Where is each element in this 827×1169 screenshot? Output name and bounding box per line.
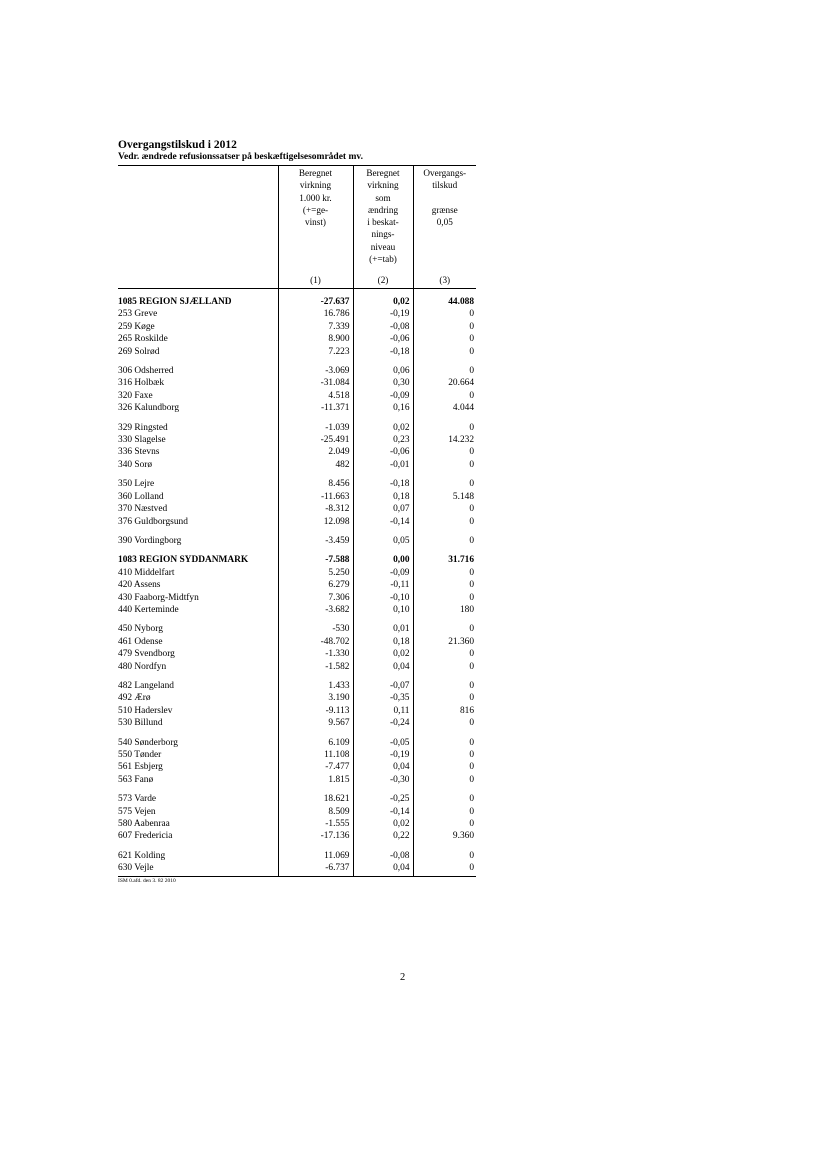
header-row bbox=[118, 166, 476, 270]
tax-change-cell: 0,18 bbox=[353, 636, 413, 648]
table-row bbox=[118, 705, 476, 717]
region-row bbox=[118, 547, 476, 566]
effect-cell: 16.786 bbox=[278, 308, 353, 320]
header-line: vinst) bbox=[305, 217, 326, 228]
tax-change-cell: -0,30 bbox=[353, 774, 413, 786]
tax-change-cell: 0,16 bbox=[353, 402, 413, 414]
municipality-cell: 316 Holbæk bbox=[118, 378, 165, 389]
subsidy-cell: 0 bbox=[413, 333, 476, 345]
municipality-cell: 329 Ringsted bbox=[118, 422, 168, 433]
tax-change-cell: -0,09 bbox=[353, 390, 413, 402]
municipality-cell: 440 Kerteminde bbox=[118, 604, 179, 615]
municipality-cell: 320 Faxe bbox=[118, 390, 153, 401]
subsidy-cell: 0 bbox=[413, 579, 476, 591]
subsidy-cell: 0 bbox=[413, 786, 476, 805]
subsidy-cell: 0 bbox=[413, 346, 476, 358]
subsidy-cell: 0 bbox=[413, 415, 476, 434]
header-line: virkning bbox=[299, 180, 332, 191]
tax-change-cell: 0,00 bbox=[353, 547, 413, 566]
municipality-cell: 461 Odense bbox=[118, 636, 163, 647]
effect-cell: -17.136 bbox=[278, 830, 353, 842]
effect-cell: -11.371 bbox=[278, 402, 353, 414]
table-row bbox=[118, 528, 476, 547]
table-row bbox=[118, 333, 476, 345]
tax-change-cell: 0,04 bbox=[353, 862, 413, 876]
municipality-cell: 340 Sorø bbox=[118, 459, 153, 470]
subsidy-cell: 0 bbox=[413, 862, 476, 876]
subsidy-cell: 0 bbox=[413, 673, 476, 692]
table-row bbox=[118, 358, 476, 377]
tax-change-cell: -0,14 bbox=[353, 806, 413, 818]
header-line: Beregnet bbox=[298, 168, 333, 178]
table-row bbox=[118, 806, 476, 818]
table-row bbox=[118, 818, 476, 830]
tax-change-cell: 0,04 bbox=[353, 761, 413, 773]
subsidy-cell: 0 bbox=[413, 774, 476, 786]
municipality-cell: 306 Odsherred bbox=[118, 366, 174, 377]
header-num-1: (1) bbox=[278, 269, 353, 289]
subsidy-cell: 0 bbox=[413, 661, 476, 673]
municipality-cell: 550 Tønder bbox=[118, 750, 162, 760]
effect-cell: -6.737 bbox=[278, 862, 353, 876]
subsidy-cell: 20.664 bbox=[413, 377, 476, 389]
subsidy-cell: 0 bbox=[413, 648, 476, 660]
header-line: tilskud bbox=[432, 180, 458, 191]
effect-cell: 9.567 bbox=[278, 717, 353, 729]
header-line: virkning bbox=[367, 180, 399, 191]
effect-cell: 8.509 bbox=[278, 806, 353, 818]
table-row bbox=[118, 579, 476, 591]
table-row bbox=[118, 616, 476, 635]
table-row bbox=[118, 830, 476, 842]
tax-change-cell: -0,10 bbox=[353, 592, 413, 604]
municipality-cell: 253 Greve bbox=[118, 309, 158, 320]
header-num-3: (3) bbox=[413, 269, 476, 289]
table-row bbox=[118, 377, 476, 389]
effect-cell: 6.279 bbox=[278, 579, 353, 591]
subsidy-table bbox=[118, 165, 476, 877]
subsidy-cell: 0 bbox=[413, 692, 476, 704]
effect-cell: 7.223 bbox=[278, 346, 353, 358]
tax-change-cell: -0,08 bbox=[353, 321, 413, 333]
municipality-cell: 269 Solrød bbox=[118, 346, 160, 357]
subsidy-cell: 0 bbox=[413, 616, 476, 635]
effect-cell: 1.433 bbox=[278, 673, 353, 692]
header-col-2 bbox=[353, 166, 413, 270]
municipality-cell: 376 Guldborgsund bbox=[118, 516, 188, 527]
tax-change-cell: -0,08 bbox=[353, 843, 413, 862]
effect-cell: 1.815 bbox=[278, 774, 353, 786]
table-row bbox=[118, 730, 476, 749]
subsidy-cell: 0 bbox=[413, 843, 476, 862]
table-row bbox=[118, 592, 476, 604]
effect-cell: -7.477 bbox=[278, 761, 353, 773]
table-row bbox=[118, 446, 476, 458]
tax-change-cell: 0,22 bbox=[353, 830, 413, 842]
subsidy-cell: 0 bbox=[413, 390, 476, 402]
region-row bbox=[118, 289, 476, 309]
municipality-cell: 492 Ærø bbox=[118, 693, 151, 704]
effect-cell: -1.555 bbox=[278, 818, 353, 830]
subsidy-cell: 0 bbox=[413, 717, 476, 729]
table-row bbox=[118, 567, 476, 579]
table-row bbox=[118, 434, 476, 446]
municipality-cell: 510 Haderslev bbox=[118, 705, 173, 716]
header-number-row bbox=[118, 269, 476, 289]
effect-cell: 5.250 bbox=[278, 567, 353, 579]
effect-cell: 11.108 bbox=[278, 749, 353, 761]
municipality-cell: 265 Roskilde bbox=[118, 334, 168, 345]
municipality-cell: 336 Stevns bbox=[118, 447, 160, 458]
tax-change-cell: -0,18 bbox=[353, 346, 413, 358]
table-row bbox=[118, 692, 476, 704]
table-row bbox=[118, 308, 476, 320]
municipality-cell: 450 Nyborg bbox=[118, 624, 163, 635]
table-row bbox=[118, 862, 476, 876]
effect-cell: -9.113 bbox=[278, 705, 353, 717]
tax-change-cell: -0,25 bbox=[353, 786, 413, 805]
tax-change-cell: 0,06 bbox=[353, 358, 413, 377]
tax-change-cell: -0,01 bbox=[353, 459, 413, 471]
page-number: 2 bbox=[400, 972, 406, 983]
subsidy-cell: 14.232 bbox=[413, 434, 476, 446]
effect-cell: 6.109 bbox=[278, 730, 353, 749]
effect-cell: 482 bbox=[278, 459, 353, 471]
subsidy-cell: 0 bbox=[413, 503, 476, 515]
effect-cell: 8.900 bbox=[278, 333, 353, 345]
header-col-1 bbox=[278, 166, 353, 270]
effect-cell: 7.306 bbox=[278, 592, 353, 604]
effect-cell: 4.518 bbox=[278, 390, 353, 402]
table-subtitle: Vedr. ændrede refusionssatser på beskæftigelsesområdet mv. bbox=[118, 152, 363, 162]
table-row bbox=[118, 749, 476, 761]
effect-cell: -3.459 bbox=[278, 528, 353, 547]
table-row bbox=[118, 604, 476, 616]
effect-cell: -1.582 bbox=[278, 661, 353, 673]
header-line: (+=ge- bbox=[302, 204, 329, 215]
subsidy-cell: 816 bbox=[413, 705, 476, 717]
document bbox=[118, 139, 476, 885]
tax-change-cell: 0,02 bbox=[353, 818, 413, 830]
effect-cell: 11.069 bbox=[278, 843, 353, 862]
subsidy-cell: 0 bbox=[413, 321, 476, 333]
tax-change-cell: 0,23 bbox=[353, 434, 413, 446]
effect-cell: -1.330 bbox=[278, 648, 353, 660]
subsidy-cell: 0 bbox=[413, 358, 476, 377]
municipality-cell: 326 Kalundborg bbox=[118, 403, 180, 414]
subsidy-cell: 0 bbox=[413, 446, 476, 458]
municipality-cell: 530 Billund bbox=[118, 718, 163, 729]
table-title: Overgangstilskud i 2012 bbox=[118, 139, 237, 151]
tax-change-cell: 0,01 bbox=[353, 616, 413, 635]
effect-cell: -3.682 bbox=[278, 604, 353, 616]
table-row bbox=[118, 471, 476, 490]
subsidy-cell: 0 bbox=[413, 567, 476, 579]
municipality-cell: 573 Varde bbox=[118, 794, 157, 805]
tax-change-cell: 0,02 bbox=[353, 415, 413, 434]
tax-change-cell: -0,19 bbox=[353, 749, 413, 761]
tax-change-cell: -0,14 bbox=[353, 516, 413, 528]
effect-cell: -25.491 bbox=[278, 434, 353, 446]
effect-cell: 3.190 bbox=[278, 692, 353, 704]
municipality-cell: 563 Fanø bbox=[118, 774, 154, 785]
tax-change-cell: 0,05 bbox=[353, 528, 413, 547]
header-line: 0,05 bbox=[436, 217, 453, 228]
tax-change-cell: -0,07 bbox=[353, 673, 413, 692]
tax-change-cell: 0,10 bbox=[353, 604, 413, 616]
municipality-cell: 630 Vejle bbox=[118, 863, 154, 874]
municipality-cell: 350 Lejre bbox=[118, 479, 155, 490]
effect-cell: 8.456 bbox=[278, 471, 353, 490]
municipality-cell: 1085 REGION SJÆLLAND bbox=[118, 297, 232, 307]
tax-change-cell: -0,06 bbox=[353, 446, 413, 458]
municipality-cell: 479 Svendborg bbox=[118, 649, 175, 660]
table-row bbox=[118, 516, 476, 528]
subsidy-cell: 0 bbox=[413, 528, 476, 547]
municipality-cell: 410 Middelfart bbox=[118, 567, 175, 578]
municipality-cell: 580 Aabenraa bbox=[118, 819, 170, 830]
tax-change-cell: -0,09 bbox=[353, 567, 413, 579]
header-empty bbox=[118, 166, 278, 270]
tax-change-cell: -0,35 bbox=[353, 692, 413, 704]
effect-cell: 2.049 bbox=[278, 446, 353, 458]
subsidy-cell: 0 bbox=[413, 749, 476, 761]
municipality-cell: 430 Faaborg-Midtfyn bbox=[118, 592, 199, 603]
table-row bbox=[118, 346, 476, 358]
header-line: Overgangs- bbox=[423, 168, 467, 178]
municipality-cell: 607 Fredericia bbox=[118, 831, 173, 842]
municipality-cell: 330 Slagelse bbox=[118, 435, 166, 446]
subsidy-cell: 0 bbox=[413, 308, 476, 320]
table-row bbox=[118, 661, 476, 673]
header-num-2: (2) bbox=[353, 269, 413, 289]
tax-change-cell: -0,24 bbox=[353, 717, 413, 729]
subsidy-cell: 0 bbox=[413, 806, 476, 818]
effect-cell: -1.039 bbox=[278, 415, 353, 434]
table-row bbox=[118, 636, 476, 648]
municipality-cell: 420 Assens bbox=[118, 580, 161, 591]
municipality-cell: 540 Sønderborg bbox=[118, 737, 178, 748]
tax-change-cell: 0,04 bbox=[353, 661, 413, 673]
tax-change-cell: 0,02 bbox=[353, 289, 413, 309]
table-row bbox=[118, 402, 476, 414]
header-line: Beregnet bbox=[366, 168, 400, 178]
table-row bbox=[118, 786, 476, 805]
table-row bbox=[118, 648, 476, 660]
table-row bbox=[118, 491, 476, 503]
effect-cell: 7.339 bbox=[278, 321, 353, 333]
municipality-cell: 1083 REGION SYDDANMARK bbox=[118, 555, 249, 566]
table-row bbox=[118, 503, 476, 515]
subsidy-cell: 31.716 bbox=[413, 547, 476, 566]
subsidy-cell: 180 bbox=[413, 604, 476, 616]
municipality-cell: 480 Nordfyn bbox=[118, 661, 167, 672]
effect-cell: -11.663 bbox=[278, 491, 353, 503]
municipality-cell: 561 Esbjerg bbox=[118, 762, 163, 773]
header-line bbox=[414, 192, 477, 204]
header-line: ændring bbox=[367, 204, 399, 215]
subsidy-cell: 0 bbox=[413, 471, 476, 490]
subsidy-cell: 4.044 bbox=[413, 402, 476, 414]
table-row bbox=[118, 761, 476, 773]
tax-change-cell: -0,05 bbox=[353, 730, 413, 749]
table-row bbox=[118, 390, 476, 402]
table-row bbox=[118, 321, 476, 333]
table-row bbox=[118, 717, 476, 729]
municipality-cell: 259 Køge bbox=[118, 321, 155, 332]
subsidy-cell: 0 bbox=[413, 459, 476, 471]
effect-cell: -8.312 bbox=[278, 503, 353, 515]
effect-cell: 12.098 bbox=[278, 516, 353, 528]
effect-cell: 18.621 bbox=[278, 786, 353, 805]
subsidy-cell: 44.088 bbox=[413, 289, 476, 309]
municipality-cell: 621 Kolding bbox=[118, 850, 166, 861]
subsidy-cell: 0 bbox=[413, 592, 476, 604]
header-col-3 bbox=[413, 166, 476, 270]
header-line: grænse bbox=[431, 204, 458, 215]
effect-cell: -31.084 bbox=[278, 377, 353, 389]
effect-cell: -7.588 bbox=[278, 547, 353, 566]
table-row bbox=[118, 415, 476, 434]
tax-change-cell: 0,02 bbox=[353, 648, 413, 660]
subsidy-cell: 0 bbox=[413, 516, 476, 528]
tax-change-cell: 0,07 bbox=[353, 503, 413, 515]
header-line: nings- bbox=[371, 229, 395, 240]
header-line: niveau bbox=[370, 241, 396, 252]
municipality-cell: 360 Lolland bbox=[118, 491, 164, 502]
subsidy-cell: 21.360 bbox=[413, 636, 476, 648]
municipality-cell: 390 Vordingborg bbox=[118, 535, 182, 546]
header-line: som bbox=[375, 192, 391, 203]
header-line: 1.000 kr. bbox=[299, 192, 332, 203]
tax-change-cell: -0,18 bbox=[353, 471, 413, 490]
municipality-cell: 575 Vejen bbox=[118, 806, 156, 817]
subsidy-cell: 0 bbox=[413, 761, 476, 773]
municipality-cell: 482 Langeland bbox=[118, 680, 174, 691]
municipality-cell: 370 Næstved bbox=[118, 504, 168, 515]
subsidy-cell: 0 bbox=[413, 818, 476, 830]
subsidy-cell: 5.148 bbox=[413, 491, 476, 503]
table-row bbox=[118, 843, 476, 862]
tax-change-cell: 0,18 bbox=[353, 491, 413, 503]
subsidy-cell: 0 bbox=[413, 730, 476, 749]
tax-change-cell: -0,19 bbox=[353, 308, 413, 320]
table-row bbox=[118, 774, 476, 786]
tax-change-cell: -0,06 bbox=[353, 333, 413, 345]
subsidy-cell: 9.360 bbox=[413, 830, 476, 842]
effect-cell: -27.637 bbox=[278, 289, 353, 309]
effect-cell: -530 bbox=[278, 616, 353, 635]
footnote: ISM 0.afd. den 3. 82 2010 bbox=[118, 877, 176, 884]
tax-change-cell: 0,11 bbox=[353, 705, 413, 717]
effect-cell: -48.702 bbox=[278, 636, 353, 648]
table-row bbox=[118, 459, 476, 471]
table-row bbox=[118, 673, 476, 692]
effect-cell: -3.069 bbox=[278, 358, 353, 377]
table-body bbox=[118, 289, 476, 877]
tax-change-cell: -0,11 bbox=[353, 579, 413, 591]
header-line: i beskat- bbox=[367, 217, 399, 228]
tax-change-cell: 0,30 bbox=[353, 377, 413, 389]
header-line: (+=tab) bbox=[369, 254, 397, 265]
